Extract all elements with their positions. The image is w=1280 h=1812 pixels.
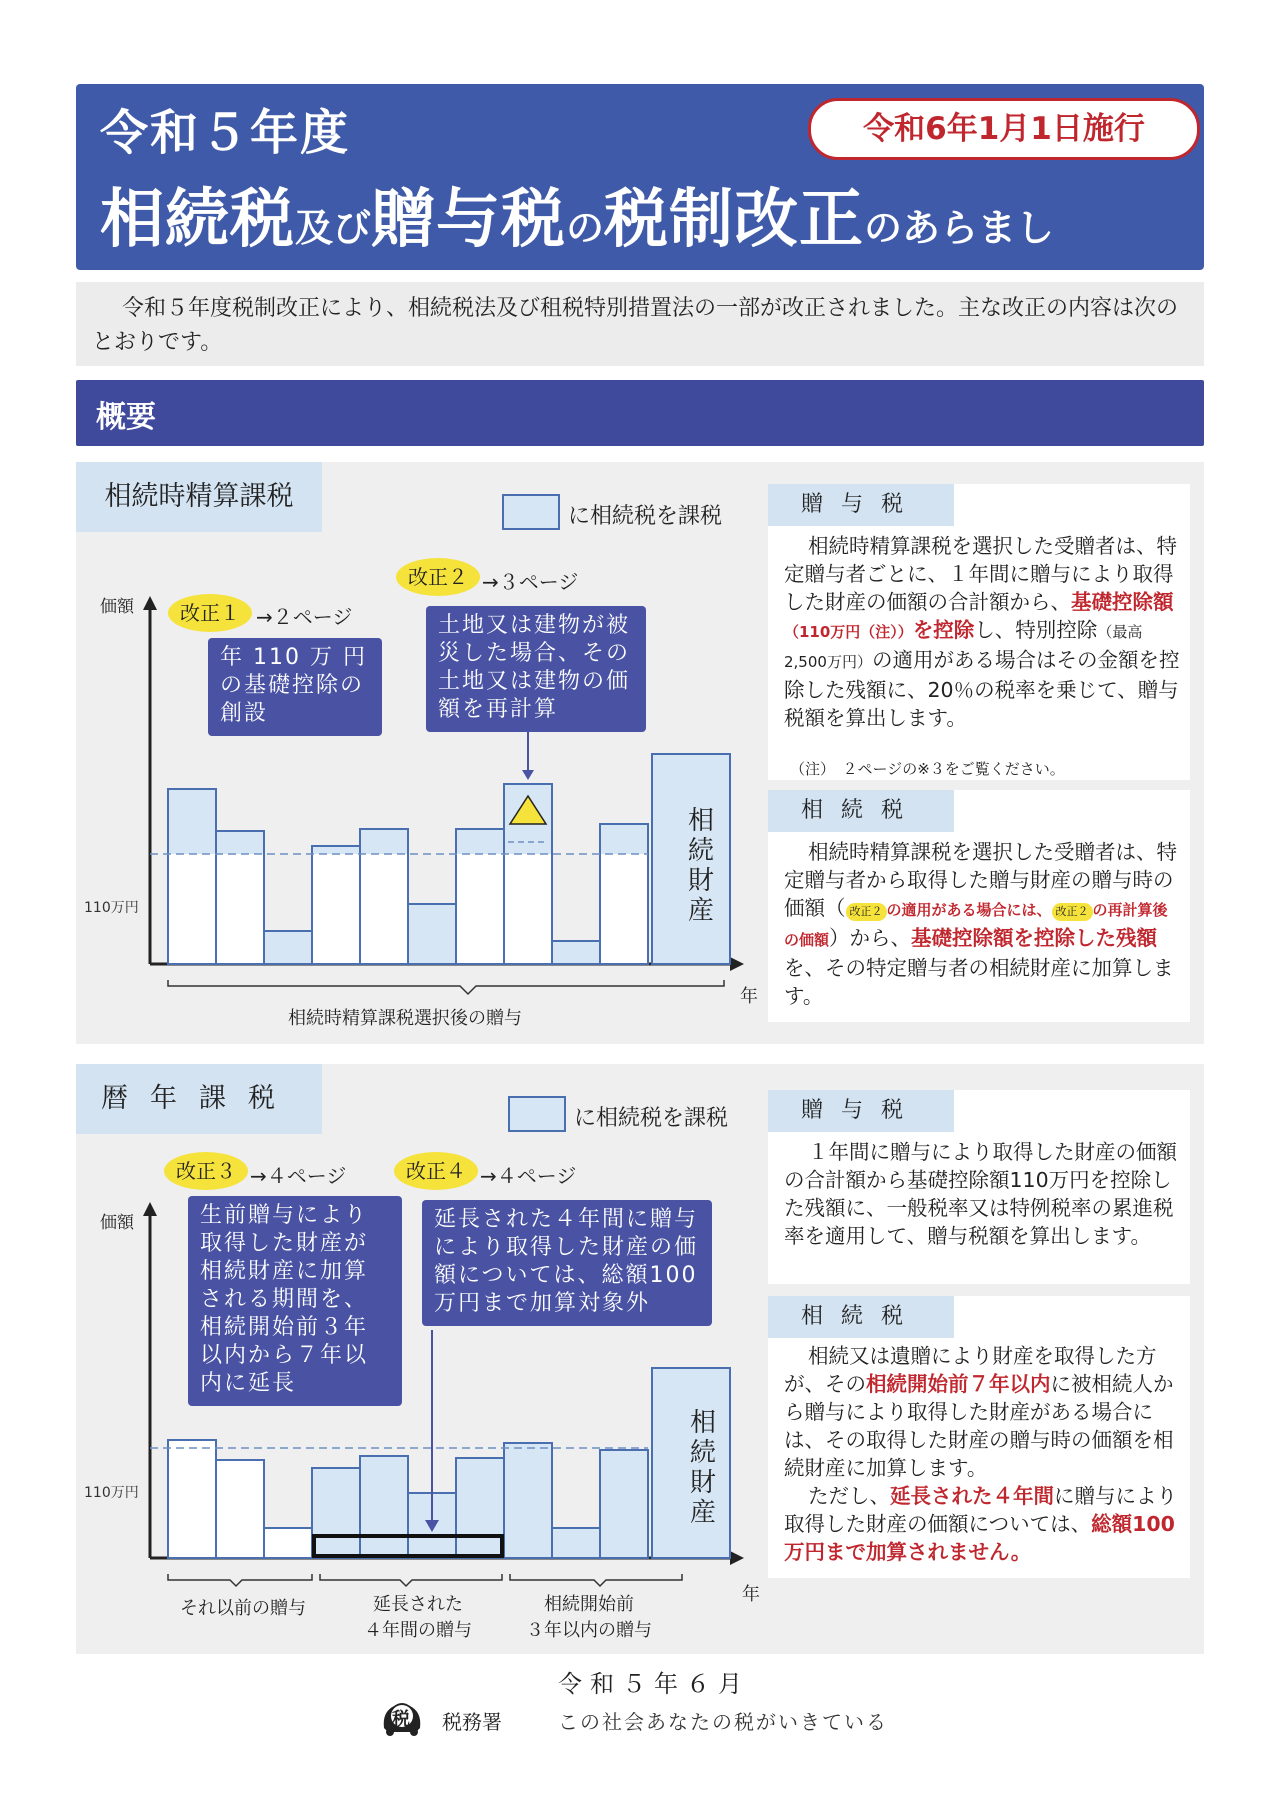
panel2-inheritance-tax-text: 相続又は遺贈により財産を取得した方が、その相続開始前７年以内に被相続人から贈与により取得した財産がある場合には、その取得した財産の贈与時の価額を相続財産に加算します。 ただし、延長された４年間に贈与により取得した財産の価額については、総額100万円まで加算されません。 — [784, 1344, 1177, 1564]
chart1-y-axis-label: 価額 — [100, 597, 134, 617]
revision3-ref: →４ページ — [250, 1164, 347, 1188]
panel1-tab: 相続時精算課税 — [76, 462, 322, 532]
header-subtitle: 令和５年度 — [100, 105, 351, 161]
legend-swatch — [502, 494, 560, 530]
bar — [600, 1450, 648, 1558]
footer-slogan: この社会あなたの税がいきている — [558, 1710, 888, 1734]
panel1-gift-tax-note: （注） ２ページの※３をご覧ください。 — [790, 760, 1065, 778]
chart1-threshold-label: 110万円 — [84, 900, 139, 916]
bar — [360, 1456, 408, 1558]
panel1-gift-tax-text: 相続時精算課税を選択した受贈者は、特定贈与者ごとに、１年間に贈与により取得した財産の価額の合計額から、基礎控除額（110万円（注））を控除し、特別控除（最高2,500万円）の適用がある場合はその金額を控除した残額に、20％の税率を乗じて、贈与税額を算出します。 — [784, 534, 1180, 730]
revision1-bubble: 年 110 万 円の基礎控除の創設 — [208, 638, 382, 736]
panel1-gift-tax-head: 贈与税 — [768, 484, 954, 526]
rev2-arrow-head — [522, 770, 534, 780]
bar-untaxed-part — [601, 854, 647, 963]
chart2-y-axis-label: 価額 — [100, 1213, 134, 1233]
y-axis-arrow — [143, 596, 157, 610]
panel1-inheritance-tax-head: 相続税 — [768, 790, 954, 832]
chart2-asset-label: 相続財産 — [689, 1408, 716, 1528]
revision2-bubble: 土地又は建物が被災した場合、その土地又は建物の価額を再計算 — [426, 606, 646, 732]
tax-office-logo — [380, 1698, 424, 1736]
bracket-extended — [320, 1574, 502, 1586]
bracket-3years — [510, 1574, 682, 1586]
legend-swatch-2 — [508, 1096, 566, 1132]
bar-untaxed-part — [217, 854, 263, 963]
section-bar — [76, 380, 1204, 446]
revision3-bubble: 生前贈与により取得した財産が相続財産に加算される期間を、相続開始前３年以内から７年以内に延長 — [188, 1196, 402, 1406]
bar-untaxed-part — [505, 854, 551, 963]
bar — [264, 931, 312, 964]
revision4-ref: →４ページ — [480, 1164, 577, 1188]
section-title: 概要 — [96, 400, 156, 435]
revision1-tag: 改正１ — [168, 594, 252, 632]
bracket-earlier — [168, 1574, 312, 1586]
panel2-tab: 暦年課税 — [76, 1064, 322, 1134]
revision1-ref: →２ページ — [256, 605, 353, 629]
chart2-bracket-3years: 相続開始前 ３年以内の贈与 — [526, 1594, 652, 1641]
header-title: 相続税及び贈与税の税制改正のあらまし — [100, 183, 1055, 257]
chart1-bracket-label: 相続時精算課税選択後の贈与 — [288, 1008, 522, 1029]
revision4-bubble: 延長された４年間に贈与により取得した財産の価額については、総額100万円まで加算対象外 — [422, 1200, 712, 1326]
bar — [216, 1460, 264, 1558]
chart2-bracket-extended: 延長された ４年間の贈与 — [364, 1594, 472, 1641]
footer-org: 税務署 — [442, 1710, 502, 1734]
revision2-ref: →３ページ — [482, 570, 579, 594]
legend-label-2: に相続税を課税 — [574, 1106, 729, 1131]
chart1-asset-label: 相続財産 — [687, 806, 714, 926]
bar — [456, 1458, 504, 1558]
footer-date: 令和５年６月 — [558, 1670, 750, 1698]
bar-untaxed-part — [457, 854, 503, 963]
bracket — [168, 980, 724, 994]
effective-date-badge: 令和6年1月1日施行 — [808, 98, 1200, 160]
revision2-tag: 改正２ — [396, 558, 480, 596]
panel2-gift-tax-head: 贈与税 — [768, 1090, 954, 1132]
y-axis-arrow — [143, 1202, 157, 1216]
bar — [312, 1468, 360, 1558]
bar-untaxed-part — [169, 854, 215, 963]
revision4-tag: 改正４ — [394, 1152, 478, 1190]
chart2-x-axis-label: 年 — [742, 1584, 760, 1605]
chart1 — [80, 580, 770, 1010]
bar — [552, 941, 600, 964]
x-axis-arrow — [730, 957, 744, 971]
chart2-threshold-label: 110万円 — [84, 1485, 139, 1501]
logo-char: 税 — [392, 1709, 410, 1730]
chart1-x-axis-label: 年 — [740, 986, 758, 1007]
x-axis-arrow — [730, 1551, 744, 1565]
bar — [264, 1528, 312, 1558]
revision3-tag: 改正３ — [164, 1152, 248, 1190]
bar-untaxed-part — [313, 854, 359, 963]
intro-text: 令和５年度税制改正により、相続税法及び租税特別措置法の一部が改正されました。主な改正の内容は次のとおりです。 — [92, 296, 1179, 355]
panel1-inheritance-tax-text: 相続時精算課税を選択した受贈者は、特定贈与者から取得した贈与財産の贈与時の価額（ 改正２ の適用がある場合には、 改正２ の再計算後の価額）から、基礎控除額を控除した残額を、その特定贈与者の相続財産に加算します。 — [784, 840, 1177, 1008]
bar — [168, 1440, 216, 1558]
legend-label: に相続税を課税 — [568, 504, 723, 529]
chart2-bracket-earlier: それ以前の贈与 — [180, 1598, 306, 1619]
panel2-inheritance-tax-head: 相続税 — [768, 1296, 954, 1338]
bar — [552, 1528, 600, 1558]
bar — [408, 904, 456, 964]
panel2-gift-tax-text: １年間に贈与により取得した財産の価額の合計額から基礎控除額110万円を控除した残額に、一般税率又は特例税率の累進税率を適用して、贈与税額を算出します。 — [784, 1140, 1177, 1248]
bar-untaxed-part — [361, 854, 407, 963]
bar — [504, 1443, 552, 1558]
